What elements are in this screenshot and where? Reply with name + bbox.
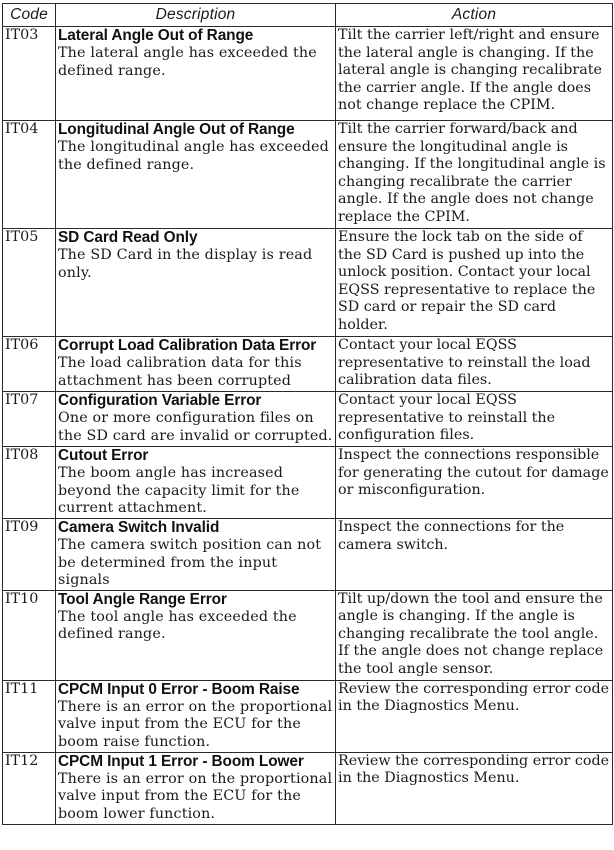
description-cell bbox=[56, 447, 336, 519]
table-row bbox=[3, 27, 613, 121]
error-description: There is an error on the proportional valve input from the ECU for the boom raise function. bbox=[58, 698, 333, 750]
error-description: The lateral angle has exceeded the defined range. bbox=[58, 45, 317, 79]
description-cell bbox=[56, 121, 336, 229]
header-description: Description bbox=[56, 4, 336, 27]
error-title: Cutout Error bbox=[58, 447, 149, 464]
error-code: IT05 bbox=[3, 229, 56, 337]
error-code: IT08 bbox=[3, 447, 56, 519]
action-cell: Contact your local EQSS representative to reinstall the load calibration data files. bbox=[336, 337, 613, 392]
error-description: The camera switch position can not be determined from the input signals bbox=[58, 537, 322, 588]
description-cell bbox=[56, 337, 336, 392]
description-cell bbox=[56, 392, 336, 447]
error-code: IT04 bbox=[3, 121, 56, 229]
error-description: The boom angle has increased beyond the capacity limit for the current attachment. bbox=[58, 465, 300, 516]
table-row bbox=[3, 519, 613, 591]
action-cell: Inspect the connections for the camera switch. bbox=[336, 519, 613, 591]
description-cell bbox=[56, 680, 336, 752]
error-title: Configuration Variable Error bbox=[58, 392, 262, 409]
error-title: SD Card Read Only bbox=[58, 229, 198, 246]
description-cell bbox=[56, 519, 336, 591]
table-header-row bbox=[3, 4, 613, 27]
action-cell: Review the corresponding error code in the Diagnostics Menu. bbox=[336, 752, 613, 824]
error-description: The load calibration data for this attachment has been corrupted bbox=[58, 355, 302, 389]
error-description: There is an error on the proportional valve input from the ECU for the boom lower function. bbox=[58, 770, 333, 822]
error-description: The SD Card in the display is read only. bbox=[58, 247, 313, 281]
error-code: IT09 bbox=[3, 519, 56, 591]
error-code-table bbox=[2, 3, 613, 825]
description-cell bbox=[56, 229, 336, 337]
table-row bbox=[3, 121, 613, 229]
error-title: Camera Switch Invalid bbox=[58, 519, 220, 536]
error-code: IT06 bbox=[3, 337, 56, 392]
header-code: Code bbox=[3, 4, 56, 27]
table-row bbox=[3, 447, 613, 519]
error-description: The tool angle has exceeded the defined range. bbox=[58, 608, 297, 642]
error-code: IT11 bbox=[3, 680, 56, 752]
error-title: Lateral Angle Out of Range bbox=[58, 27, 254, 44]
action-cell: Tilt the carrier forward/back and ensure the longitudinal angle is changing. If the longitudinal angle is changing recalibrate the carrier angle. If the angle does not change replace the CPIM. bbox=[336, 121, 613, 229]
error-code: IT10 bbox=[3, 590, 56, 680]
table-row bbox=[3, 229, 613, 337]
error-code: IT03 bbox=[3, 27, 56, 121]
table-row bbox=[3, 752, 613, 824]
action-cell: Tilt the carrier left/right and ensure the lateral angle is changing. If the lateral angle is changing recalibrate the carrier angle. If the angle does not change replace the CPIM. bbox=[336, 27, 613, 121]
action-cell: Ensure the lock tab on the side of the SD Card is pushed up into the unlock position. Contact your local EQSS representative to replace the SD card or repair the SD card holder. bbox=[336, 229, 613, 337]
error-title: Longitudinal Angle Out of Range bbox=[58, 121, 295, 138]
description-cell bbox=[56, 590, 336, 680]
error-code: IT12 bbox=[3, 752, 56, 824]
error-code: IT07 bbox=[3, 392, 56, 447]
error-title: CPCM Input 0 Error - Boom Raise bbox=[58, 680, 300, 698]
table-row bbox=[3, 392, 613, 447]
header-action: Action bbox=[336, 4, 613, 27]
error-title: Tool Angle Range Error bbox=[58, 590, 227, 608]
table-row bbox=[3, 680, 613, 752]
error-title: CPCM Input 1 Error - Boom Lower bbox=[58, 752, 304, 770]
error-description: One or more configuration files on the SD card are invalid or corrupted. bbox=[58, 410, 333, 444]
action-cell: Contact your local EQSS representative to reinstall the configuration files. bbox=[336, 392, 613, 447]
action-cell: Tilt up/down the tool and ensure the angle is changing. If the angle is changing recalibrate the tool angle. If the angle does not change replace the tool angle sensor. bbox=[336, 590, 613, 680]
table-row bbox=[3, 590, 613, 680]
error-description: The longitudinal angle has exceeded the defined range. bbox=[58, 139, 329, 173]
description-cell bbox=[56, 752, 336, 824]
action-cell: Inspect the connections responsible for generating the cutout for damage or misconfiguration. bbox=[336, 447, 613, 519]
error-title: Corrupt Load Calibration Data Error bbox=[58, 337, 317, 354]
description-cell bbox=[56, 27, 336, 121]
action-cell: Review the corresponding error code in the Diagnostics Menu. bbox=[336, 680, 613, 752]
table-row bbox=[3, 337, 613, 392]
